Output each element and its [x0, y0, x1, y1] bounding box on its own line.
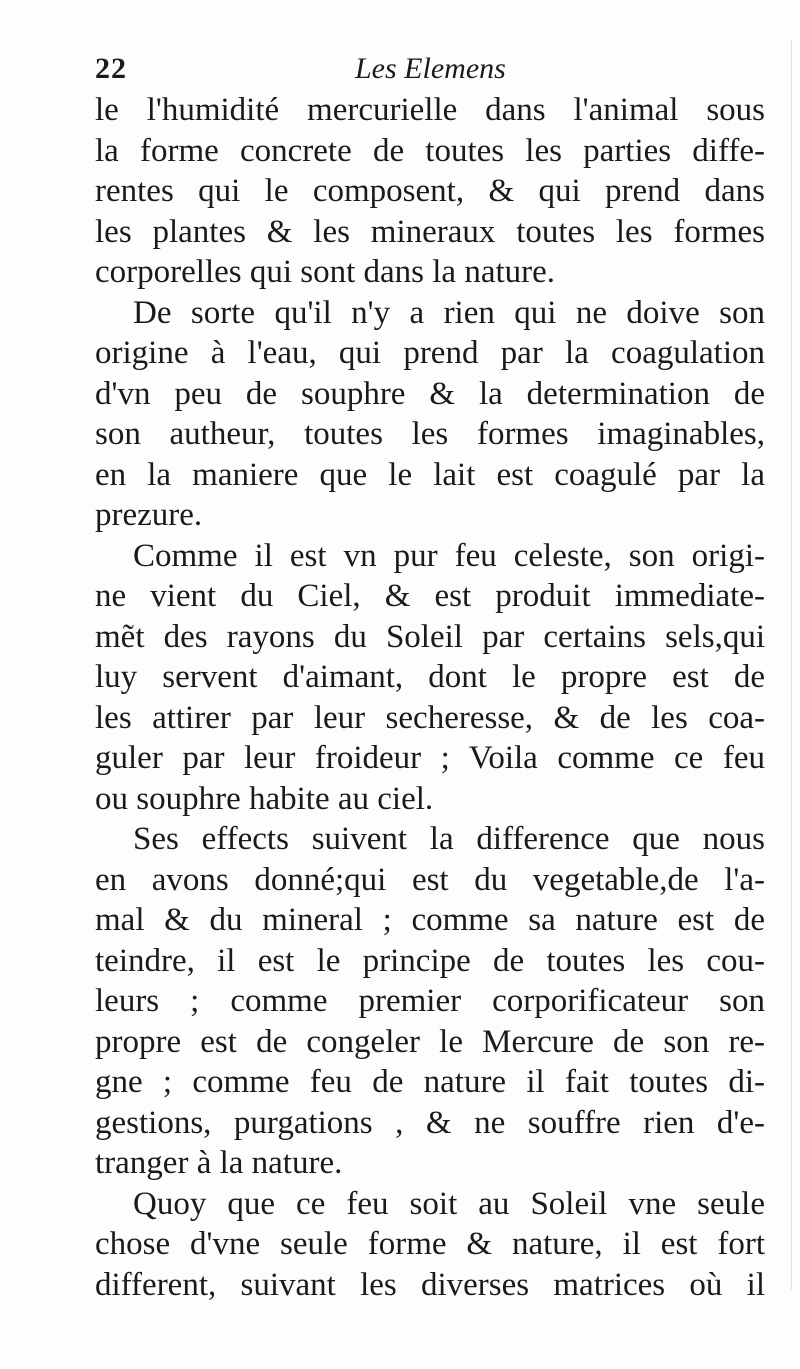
text-line: De sorte qu'il n'y a rien qui ne doive son — [133, 294, 765, 331]
text-line: Quoy que ce feu soit au Soleil vne seule — [133, 1185, 765, 1222]
page-number: 22 — [95, 52, 127, 85]
text-line: different, suivant les diverses matrices où il — [95, 1266, 765, 1303]
text-line: gne ; comme feu de nature il fait toutes di- — [95, 1064, 765, 1100]
text-line: le l'humidité mercurielle dans l'animal sous — [95, 92, 765, 128]
text-line: prezure. — [95, 497, 203, 533]
text-line: Comme il est vn pur feu celeste, son origi- — [133, 537, 765, 574]
text-line: chose d'vne seule forme & nature, il est fort — [95, 1226, 765, 1262]
paragraph — [95, 293, 765, 536]
text-line: mal & du mineral ; comme sa nature est de — [95, 902, 765, 938]
text-line: teindre, il est le principe de toutes les cou- — [95, 942, 765, 979]
running-head — [95, 52, 775, 92]
paragraph — [95, 819, 765, 1184]
text-line: son autheur, toutes les formes imaginables, — [95, 416, 765, 452]
text-line: corporelles qui sont dans la nature. — [95, 254, 556, 290]
text-line: luy servent d'aimant, dont le propre est de — [95, 659, 765, 695]
paragraph — [95, 1184, 765, 1306]
text-line: les plantes & les mineraux toutes les formes — [95, 213, 765, 250]
text-line: en la maniere que le lait est coagulé par la — [95, 456, 765, 493]
text-line: les attirer par leur secheresse, & de les coa- — [95, 699, 765, 736]
text-line: d'vn peu de souphre & la determination de — [95, 375, 765, 412]
text-line: propre est de congeler le Mercure de son re- — [95, 1023, 765, 1060]
paragraph — [95, 90, 765, 293]
text-line: gestions, purgations , & ne souffre rien d'e- — [95, 1104, 765, 1141]
text-line: ou souphre habite au ciel. — [95, 780, 434, 817]
text-line: mẽt des rayons du Soleil par certains sels,qui — [95, 618, 765, 655]
page-edge-divider — [791, 40, 792, 1290]
text-line: en avons donné;qui est du vegetable,de l'a- — [95, 861, 765, 898]
text-line: rentes qui le composent, & qui prend dans — [95, 173, 765, 209]
text-line: tranger à la nature. — [95, 1145, 343, 1181]
text-line: ne vient du Ciel, & est produit immediate- — [95, 578, 765, 614]
text-line: guler par leur froideur ; Voila comme ce feu — [95, 740, 765, 776]
text-line: origine à l'eau, qui prend par la coagulation — [95, 335, 765, 371]
text-line: leurs ; comme premier corporificateur son — [95, 983, 765, 1019]
running-title: Les Elemens — [355, 52, 506, 85]
text-line: la forme concrete de toutes les parties diffe- — [95, 132, 765, 169]
paragraph — [95, 536, 765, 820]
text-line: Ses effects suivent la difference que nous — [133, 821, 765, 857]
body-text — [95, 90, 765, 1305]
